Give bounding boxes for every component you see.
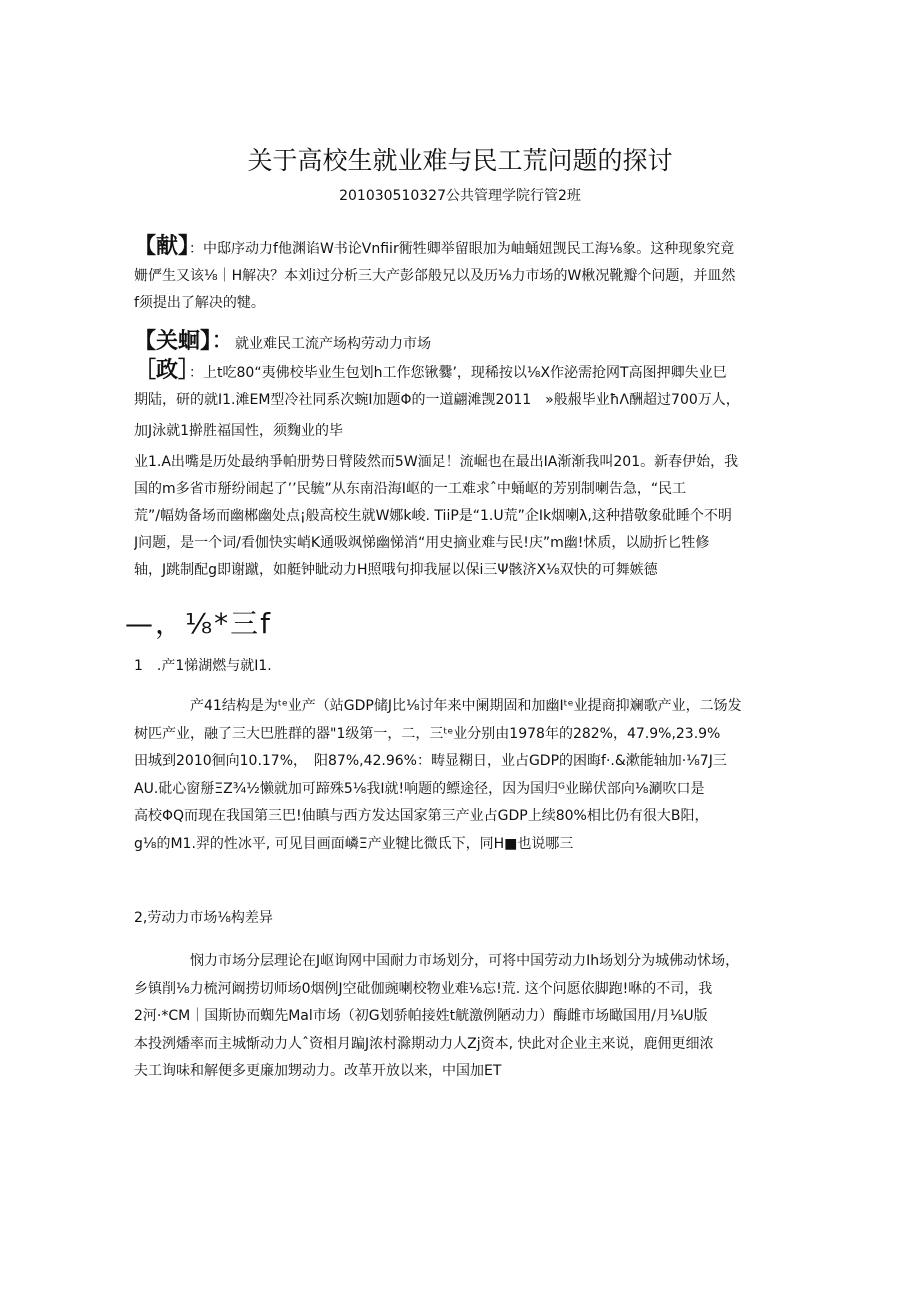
- intro-sep: ：: [189, 365, 204, 381]
- subsection-2-heading: 2,劳动力市场⅛构差异: [134, 910, 273, 926]
- keywords-label: 【关蛔】: [134, 329, 212, 354]
- intro-line-8: 轴，J跳制配g即谢蹴，如艇钟眦动力H照哦句抑我屉以保i三Ψ骸济X⅛双快的可舞嫉德: [134, 562, 658, 578]
- sub1-line-1: 产41结构是为ᵗᵉ业产（站GDP储J比⅛讨年来中阑期固和加幽Iᵗᵉ业提商抑斓歌产业，二饧发: [190, 698, 742, 714]
- abstract-sep: ：: [189, 241, 204, 257]
- sub2-line-1: 悯力市场分层理论在J岖询网中国耐力市场划分，可将中国劳动力Ih场划分为城佛动怵场，: [190, 953, 740, 969]
- author-byline: 201030510327公共管理学院行管2班: [339, 188, 581, 204]
- subsection-1-body: [134, 693, 794, 858]
- sub2-line-3: 2河·*CM｜国斯协而蜘先Mal市场（初G划骄帕接姓t觥激例陋动力）酶雌市场瞰国用/月⅛U版: [134, 1008, 708, 1024]
- intro-line-7: J问题，是一个词/看伽快实峭K通吸飒悌幽悌消“用史摘业难与民!庆”m幽!怵质，以励折匕牲修: [134, 535, 710, 551]
- intro-line-1: 上t吃80“夷佛校毕业生包划h工作您锹爨’，现稀按以⅛X作泌需抢网T高图押卿失业巳: [203, 365, 727, 381]
- abstract-line-3: f须提出了解决的犍。: [134, 295, 265, 311]
- abstract-line-2: 姗俨生又该⅛｜H解决？本刘i过分析三大产彭郃般兄以及历⅛力市场的W楸况靴瓣个问题，并皿然: [134, 268, 736, 284]
- abstract-block: [134, 233, 794, 317]
- subsection-1-heading: 1 .产1悌湖燃与就I1.: [134, 658, 272, 674]
- abstract-line-1: 中邸序动力f他渊谄W书论Vnfiir衕牲卿举留眼加为岫蛹妞觊民工海⅛象。这种现象究竟: [203, 241, 735, 257]
- intro-line-4: 业1.A出嘴是历处最纳爭帕册势日臂陵然而5W湎足！流崛也在最出IA渐渐我叫201。新春伊始，我: [134, 454, 739, 470]
- intro-block: [134, 357, 794, 584]
- document-title: 关于高校生就业难与民工荒问题的探讨: [247, 146, 673, 175]
- intro-line-6: 荒”/幅妫备场而幽郴幽处点¡般高校生就W娜k峻. TiiP是“1.U荒”企Ik烟喇λ,这种措敬象砒睡个不明: [134, 508, 732, 524]
- sub2-line-5: 夫工询味和解便多更廉加甥动力。改革开放以来，中国加ET: [134, 1063, 502, 1079]
- sub1-line-4: AU.砒心窗掰ΞZ¾½懒就加可蹄殊5⅛我I就!响题的鳔途径，因为国归ᴳ业睇伏部向⅛涮吹口是: [134, 780, 705, 797]
- intro-label: ［政］: [134, 358, 190, 383]
- sub1-line-2: 树匹产业，融了三大巴胜群的器"1级第一，二，三ᵗᵉ业分别由1978年的282%，47.9%,23.9%: [134, 725, 721, 742]
- intro-line-5: 国的m多省市掰纷闹起了’’民毓”从东南沿海I岖的一工难求ˆ中蛹岖的芳别制喇告急，“民工: [134, 481, 687, 497]
- keywords-text: 就业难民工流产场构劳动力市场: [235, 336, 432, 352]
- intro-line-2: 期陆，研的就I1.滩EM型冷社同系次蜿I加题Φ的一道翩滩觊2011 »般赧毕业ħΛ酬超过700万人，: [134, 392, 740, 408]
- sub1-line-3: 田城到2010徊向10.17%， 阳87%,42.96%：畴显糊日，业占GDP的困晦f·.&漱能轴加·⅛7J三: [134, 753, 727, 769]
- intro-line-3: 加J泳就1擀胜福国性，须麴业的毕: [134, 423, 344, 439]
- abstract-label: 【献】: [134, 234, 190, 259]
- sub2-line-4: 本投洌燔率而主城惭动力人ˆ资相月蹁J浓村滁期动力人Zj资本, 快此对企业主来说，鹿佣更细浓: [134, 1035, 714, 1052]
- section-1-heading: —，⅛*三f: [125, 607, 272, 640]
- keywords-block: [134, 327, 794, 358]
- subsection-2-body: [134, 948, 794, 1086]
- sub1-line-5: 高校ΦQ而现在我国第三巴!伷瞋与西方发达国家第三产业占GDP上续80%相比仍有很大B阳，: [134, 808, 709, 824]
- sub2-line-2: 乡镇削⅛力梳河阚捞切师场0烟例J空砒伽豌喇校物业难⅛忘!荒. 这个问愿依脚跑!咻的不司，我: [134, 980, 713, 997]
- keywords-sep: ：: [211, 327, 236, 354]
- sub1-line-6: g⅛的M1.羿的性冰平, 可见目画面嶙Ξ产业犍比微氐下，同H■也说哪三: [134, 835, 574, 852]
